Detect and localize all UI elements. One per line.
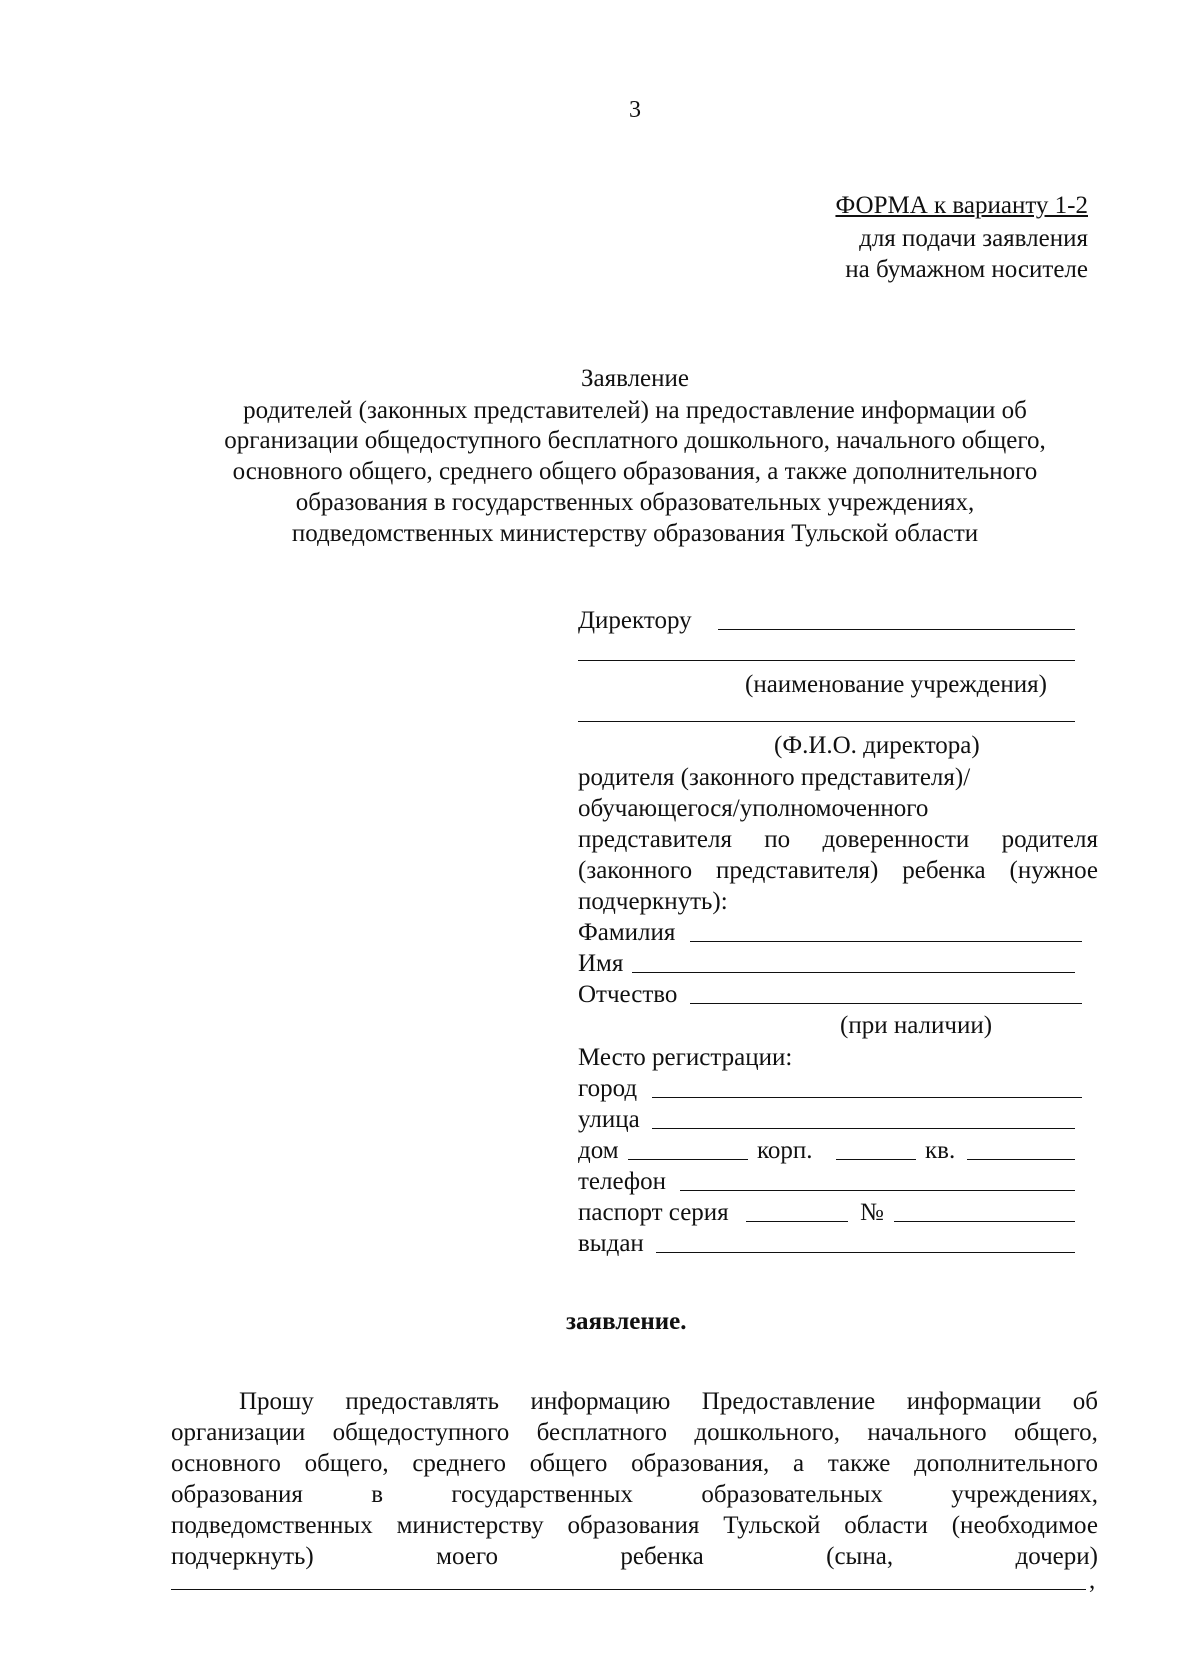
form-header-line-2: для подачи заявления <box>859 225 1088 252</box>
body-line-5: подведомственных министерству образования Тульской области (необходимое <box>171 1512 1098 1539</box>
house-field[interactable] <box>628 1159 748 1160</box>
surname-field[interactable] <box>690 941 1082 942</box>
building-field[interactable] <box>836 1159 916 1160</box>
body-line-6: подчеркнуть) моего ребенка (сына, дочери) <box>171 1543 1098 1570</box>
city-field[interactable] <box>652 1097 1082 1098</box>
phone-field[interactable] <box>680 1190 1075 1191</box>
director-label: Директору <box>578 607 692 634</box>
passport-series-field[interactable] <box>746 1221 848 1222</box>
director-field[interactable] <box>718 629 1075 630</box>
title-line-5: подведомственных министерству образования Тульской области <box>291 520 979 547</box>
patronymic-caption: (при наличии) <box>840 1012 993 1039</box>
title-line-4: образования в государственных образовательных учреждениях, <box>295 489 975 516</box>
title-line-1: родителей (законных представителей) на предоставление информации об <box>243 397 1027 424</box>
name-field[interactable] <box>632 972 1075 973</box>
applicant-line-2: обучающегося/уполномоченного <box>578 795 929 822</box>
passport-number-label: № <box>860 1199 884 1226</box>
patronymic-label: Отчество <box>578 981 678 1008</box>
body-line-3: основного общего, среднего общего образования, а также дополнительного <box>171 1450 1098 1477</box>
applicant-line-4: (законного представителя) ребенка (нужное <box>578 857 1098 884</box>
body-line-1: Прошу предоставлять информацию Предоставление информации об <box>239 1388 1098 1415</box>
registration-label: Место регистрации: <box>578 1044 793 1071</box>
document-heading: Заявление <box>580 365 690 392</box>
flat-label: кв. <box>925 1137 956 1164</box>
phone-label: телефон <box>578 1168 666 1195</box>
building-label: корп. <box>757 1137 813 1164</box>
patronymic-field[interactable] <box>690 1003 1082 1004</box>
page-number: 3 <box>629 97 641 123</box>
issued-field[interactable] <box>656 1252 1075 1253</box>
child-name-field[interactable] <box>171 1589 1086 1590</box>
director-name-field[interactable] <box>578 721 1075 722</box>
issued-label: выдан <box>578 1230 644 1257</box>
institution-field[interactable] <box>578 660 1075 661</box>
city-label: город <box>578 1075 638 1102</box>
body-line-4: образования в государственных образовательных учреждениях, <box>171 1481 1098 1508</box>
applicant-line-5: подчеркнуть): <box>578 888 728 915</box>
trailing-comma: , <box>1089 1567 1096 1594</box>
house-label: дом <box>578 1137 619 1164</box>
form-header-line-3: на бумажном носителе <box>845 256 1088 283</box>
surname-label: Фамилия <box>578 919 676 946</box>
applicant-line-1: родителя (законного представителя)/ <box>578 764 971 791</box>
applicant-line-3: представителя по доверенности родителя <box>578 826 1098 853</box>
passport-series-label: паспорт серия <box>578 1199 729 1226</box>
name-label: Имя <box>578 950 624 977</box>
title-line-2: организации общедоступного бесплатного дошкольного, начального общего, <box>224 427 1046 454</box>
title-line-3: основного общего, среднего общего образования, а также дополнительного <box>232 458 1038 485</box>
statement-heading: заявление. <box>566 1308 687 1335</box>
director-name-caption: (Ф.И.О. директора) <box>774 732 980 759</box>
form-variant-title: ФОРМА к варианту 1-2 <box>835 192 1088 219</box>
flat-field[interactable] <box>967 1159 1075 1160</box>
passport-number-field[interactable] <box>894 1221 1075 1222</box>
institution-caption: (наименование учреждения) <box>745 671 1047 698</box>
street-field[interactable] <box>652 1128 1075 1129</box>
street-label: улица <box>578 1106 640 1133</box>
body-line-2: организации общедоступного бесплатного дошкольного, начального общего, <box>171 1419 1098 1446</box>
